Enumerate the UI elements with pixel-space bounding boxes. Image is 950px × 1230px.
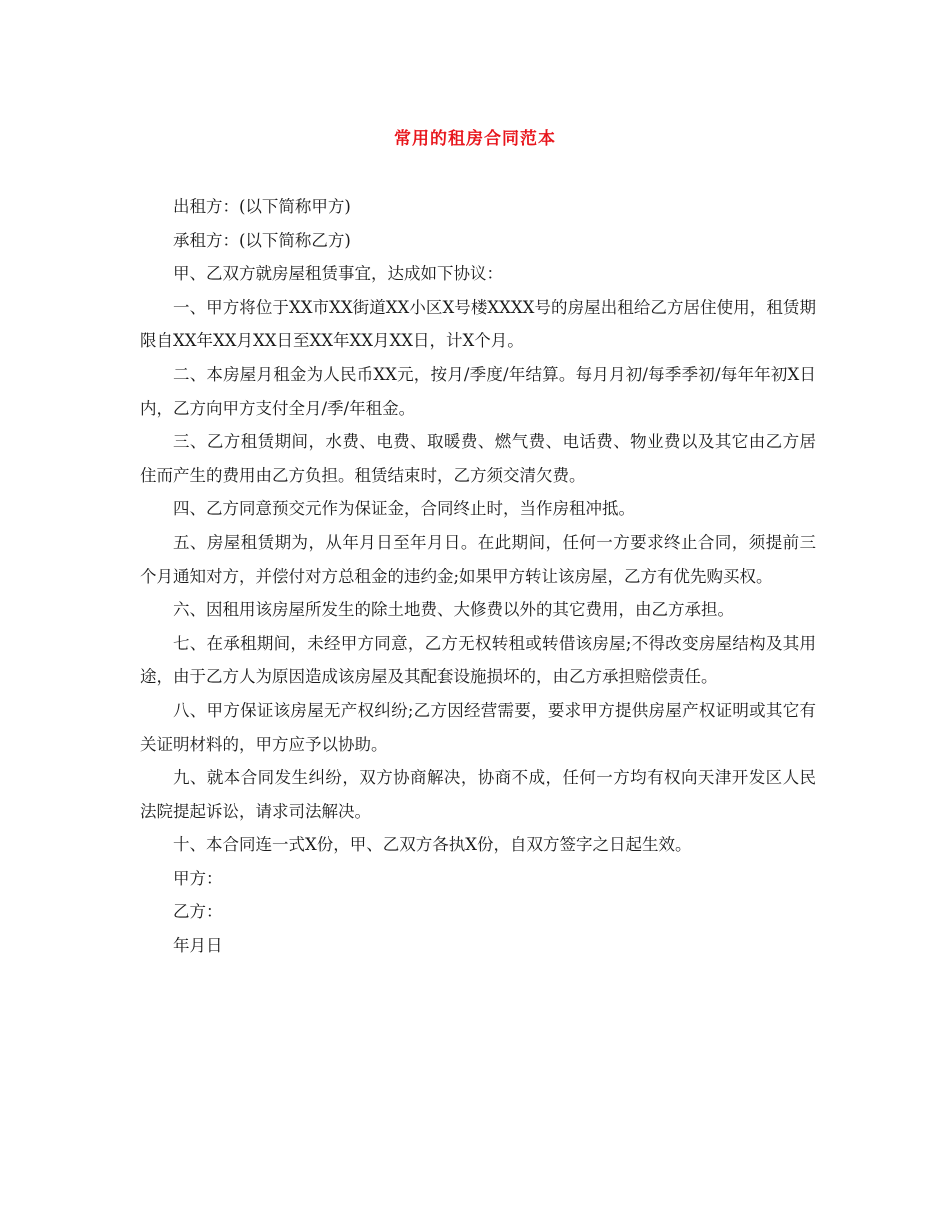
signature-date: 年月日 [173,936,223,956]
clause-6: 六、因租用该房屋所发生的除土地费、大修费以外的其它费用，由乙方承担。 [173,600,734,620]
party-a-signature: 甲方： [173,868,223,888]
clause-4: 四、乙方同意预交元作为保证金，合同终止时，当作房租冲抵。 [173,499,635,519]
contract-body [140,190,816,963]
clause-2: 二、本房屋月租金为人民币XX元，按月/季度/年结算。每月月初/每季季初/每年年初X日内，乙方向甲方支付全月/季/年租金。 [140,364,816,418]
clause-9: 九、就本合同发生纠纷，双方协商解决，协商不成，任何一方均有权向天津开发区人民法院提起诉讼，请求司法解决。 [140,768,816,821]
clause-1: 一、甲方将位于XX市XX街道XX小区X号楼XXXX号的房屋出租给乙方居住使用，租赁期限自XX年XX月XX日至XX年XX月XX日，计X个月。 [140,297,816,351]
party-b-signature: 乙方： [173,902,223,922]
clause-3: 三、乙方租赁期间，水费、电费、取暖费、燃气费、电话费、物业费以及其它由乙方居住而产生的费用由乙方负担。租赁结束时，乙方须交清欠费。 [140,432,816,485]
agreement-intro: 甲、乙双方就房屋租赁事宜，达成如下协议： [173,264,503,284]
clause-10: 十、本合同连一式X份，甲、乙双方各执X份，自双方签字之日起生效。 [173,835,692,855]
lessor-line: 出租方：(以下简称甲方) [173,197,351,216]
clause-7: 七、在承租期间，未经甲方同意，乙方无权转租或转借该房屋;不得改变房屋结构及其用途，由于乙方人为原因造成该房屋及其配套设施损坏的，由乙方承担赔偿责任。 [140,633,816,687]
document-title: 常用的租房合同范本 [394,129,556,149]
lessee-line: 承租方：(以下简称乙方) [173,230,351,250]
clause-5: 五、房屋租赁期为，从年月日至年月日。在此期间，任何一方要求终止合同，须提前三个月通知对方，并偿付对方总租金的违约金;如果甲方转让该房屋，乙方有优先购买权。 [140,532,816,586]
clause-8: 八、甲方保证该房屋无产权纠纷;乙方因经营需要，要求甲方提供房屋产权证明或其它有关证明材料的，甲方应予以协助。 [140,700,816,754]
